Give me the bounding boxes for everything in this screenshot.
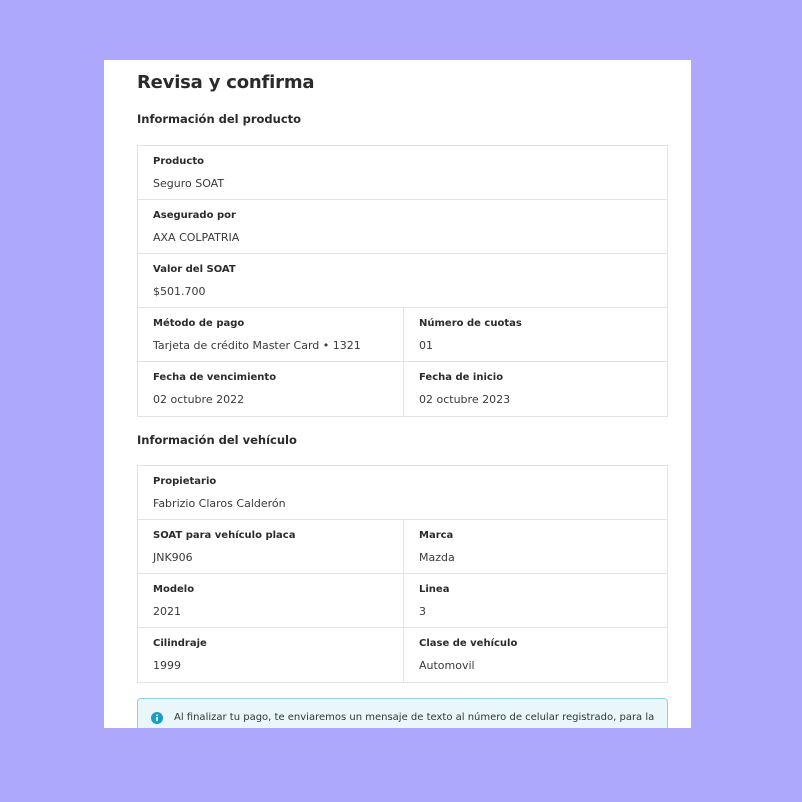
- asegurado-label: Asegurado por: [153, 210, 236, 221]
- valor-soat-value: $501.700: [153, 285, 206, 298]
- notice-text: Al finalizar tu pago, te enviaremos un mensaje de texto al número de celular registrado, para la: [174, 712, 655, 723]
- placa-value: JNK906: [153, 551, 193, 564]
- fecha-inicio-value: 02 octubre 2023: [419, 393, 511, 406]
- clase-vehiculo-label: Clase de vehículo: [419, 638, 518, 649]
- fecha-vencimiento-value: 02 octubre 2022: [153, 393, 245, 406]
- page-title: Revisa y confirma: [137, 72, 315, 93]
- metodo-pago-value: Tarjeta de crédito Master Card • 1321: [153, 339, 361, 352]
- modelo-cell: [138, 574, 403, 627]
- modelo-value: 2021: [153, 605, 181, 618]
- table-row: [138, 466, 667, 520]
- marca-cell: [403, 520, 667, 573]
- linea-cell: [403, 574, 667, 627]
- table-row: [138, 574, 667, 628]
- producto-label: Producto: [153, 156, 204, 167]
- table-row: [138, 200, 667, 254]
- producto-value: Seguro SOAT: [153, 177, 225, 190]
- fecha-inicio-cell: [403, 362, 667, 416]
- table-row: [138, 254, 667, 308]
- cilindraje-value: 1999: [153, 659, 181, 672]
- valor-soat-label: Valor del SOAT: [153, 264, 236, 275]
- linea-value: 3: [419, 605, 426, 618]
- vehicle-section-title: Información del vehículo: [137, 433, 297, 447]
- marca-label: Marca: [419, 530, 454, 541]
- linea-label: Linea: [419, 584, 450, 595]
- fecha-inicio-label: Fecha de inicio: [419, 372, 504, 383]
- numero-cuotas-value: 01: [419, 339, 433, 352]
- placa-cell: [138, 520, 403, 573]
- metodo-pago-cell: [138, 308, 403, 361]
- review-card: [104, 60, 691, 728]
- propietario-value: Fabrizio Claros Calderón: [153, 497, 286, 510]
- product-info-table: [137, 145, 668, 417]
- numero-cuotas-label: Número de cuotas: [419, 318, 522, 329]
- modelo-label: Modelo: [153, 584, 195, 595]
- table-row: [138, 308, 667, 362]
- clase-vehiculo-cell: [403, 628, 667, 682]
- valor-soat-cell: [138, 254, 667, 307]
- fecha-vencimiento-cell: [138, 362, 403, 416]
- marca-value: Mazda: [419, 551, 455, 564]
- numero-cuotas-cell: [403, 308, 667, 361]
- propietario-cell: [138, 466, 667, 519]
- cilindraje-label: Cilindraje: [153, 638, 207, 649]
- cilindraje-cell: [138, 628, 403, 682]
- table-row: [138, 628, 667, 682]
- vehicle-info-table: [137, 465, 668, 683]
- sms-notice: [137, 698, 668, 728]
- asegurado-cell: [138, 200, 667, 253]
- placa-label: SOAT para vehículo placa: [153, 530, 296, 541]
- info-icon: [151, 712, 163, 724]
- propietario-label: Propietario: [153, 476, 217, 487]
- fecha-vencimiento-label: Fecha de vencimiento: [153, 372, 277, 383]
- product-section-title: Información del producto: [137, 112, 302, 126]
- metodo-pago-label: Método de pago: [153, 318, 245, 329]
- table-row: [138, 146, 667, 200]
- producto-cell: [138, 146, 667, 199]
- table-row: [138, 520, 667, 574]
- clase-vehiculo-value: Automovil: [419, 659, 475, 672]
- asegurado-value: AXA COLPATRIA: [153, 231, 240, 244]
- table-row: [138, 362, 667, 416]
